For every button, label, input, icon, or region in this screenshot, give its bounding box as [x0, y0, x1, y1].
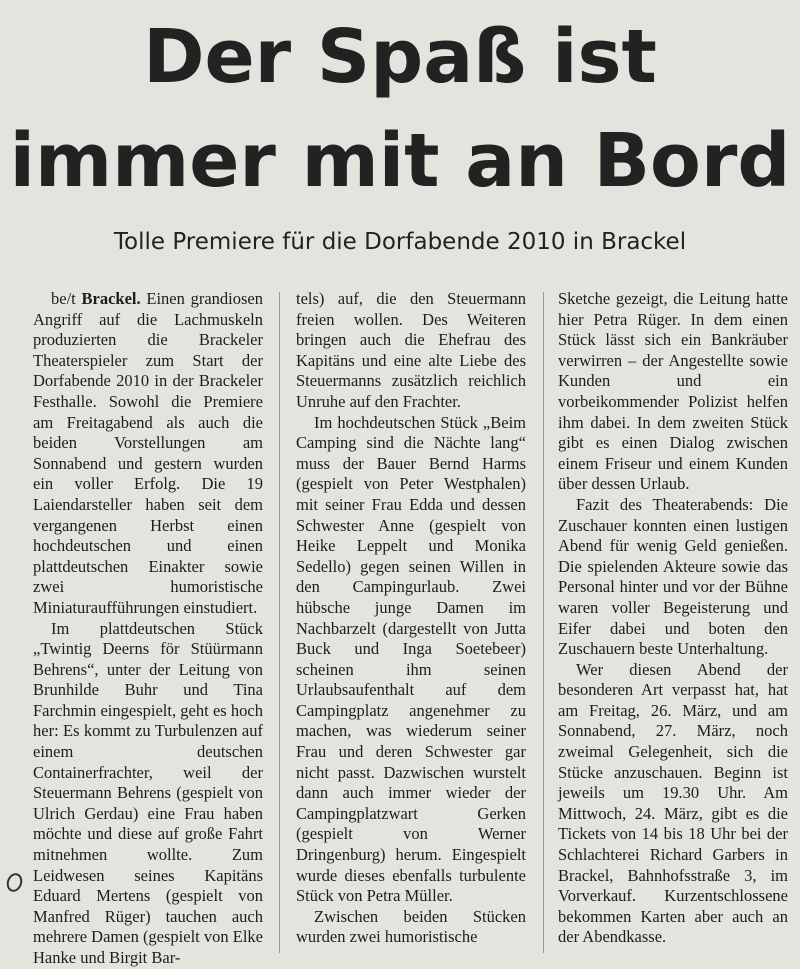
article-paragraph: Wer diesen Abend der besonderen Art verpasst hat, hat am Freitag, 26. März, und am Sonnabend, 27. März, noch zweimal Gelegenheit, sich die Stücke anzuschauen. Beginn ist jeweils um 19.30 Uhr. Am Mittwoch, 24. März, gibt es die Tickets von 14 bis 18 Uhr bei der Schlachterei Richard Garbers in Brackel, Bahnhofsstraße 3, im Vorverkauf. Kurzentschlossene bekommen Karten aber auch an der Abendkasse. [558, 659, 788, 947]
column-rule [543, 292, 544, 953]
pen-mark [4, 871, 25, 894]
article-paragraph [33, 289, 263, 619]
article-paragraph: Im hochdeutschen Stück „Beim Camping sind die Nächte lang“ muss der Bauer Bernd Harms (gespielt von Peter Westphalen) mit seiner Frau Edda und dessen Schwester Anne (gespielt von Heike Leppelt und Monika Sedello) gegen seinen Willen in den Campingurlaub. Zwei hübsche junge Damen im Nachbarzelt (dargestellt von Jutta Buck und Inga Soetebeer) scheinen ihm seinen Urlaubsaufenthalt auf dem Campingplatz angenehmer zu machen, was wiederum seiner Frau und deren Schwester gar nicht passt. Dazwischen wurstelt dann auch immer wieder der Campingplatzwart Gerken (gespielt von Werner Dringenburg) herum. Eingespielt wurde dieses ebenfalls turbulente Stück von Petra Müller. [296, 412, 526, 906]
article-paragraph: Im plattdeutschen Stück „Twintig Deerns för Stüürmann Behrens“, unter der Leitung von Brunhilde Buhr und Tina Farchmin eingespielt, geht es hoch her: Es kommt zu Turbulenzen auf einem deutschen Containerfrachter, weil der Steuermann Behrens (gespielt von Ulrich Gerdau) eine Frau haben möchte und diese auf große Fahrt mitnehmen wollte. Zum Leidwesen seines Kapitäns Eduard Mertens (gespielt von Manfred Rüger) tauchen auch mehrere Damen (gespielt von Elke Hanke und Birgit Bar- [33, 618, 263, 967]
headline-line-2: immer mit an Bord [9, 118, 791, 204]
article-column-1 [33, 289, 263, 969]
article-paragraph: Fazit des Theaterabends: Die Zuschauer konnten einen lustigen Abend für wenig Geld genießen. Die spielenden Akteure sowie das Personal hinter und vor der Bühne waren voller Begeisterung und Eifer dabei und boten den Zuschauern beste Unterhaltung. [558, 494, 788, 659]
subtitle: Tolle Premiere für die Dorfabende 2010 in Brackel [113, 229, 687, 255]
byline: be/t [51, 289, 76, 308]
article-paragraph: Zwischen beiden Stücken wurden zwei humoristische [296, 906, 526, 947]
article-paragraph: Sketche gezeigt, die Leitung hatte hier Petra Rüger. In dem einen Stück lässt sich ein Bankräuber verwirren – der Angestellte sowie Kunden und ein vorbeikommender Polizist helfen ihm dabei. In dem zweiten Stück gibt es einen Dialog zwischen einem Friseur und einem Kunden über dessen Urlaub. [558, 289, 788, 494]
article-column-3 [558, 289, 788, 948]
headline-line-1: Der Spaß ist [143, 14, 657, 100]
paragraph-text: Einen grandiosen Angriff auf die Lachmuskeln produzierten die Brackeler Theaterspieler zum Start der Dorfabende 2010 in der Brackeler Festhalle. Sowohl die Premiere am Freitagabend als auch die beiden Vorstellungen am Sonnabend und gestern wurden ein voller Erfolg. Die 19 Laiendarsteller haben seit dem vergangenen Herbst einen hochdeutschen und einen plattdeutschen Einakter sowie zwei humoristische Miniaturaufführungen einstudiert. [33, 289, 264, 617]
dateline: Brackel. [81, 289, 141, 308]
article-column-2 [296, 289, 526, 948]
column-rule [279, 292, 280, 953]
article-paragraph: tels) auf, die den Steuermann freien wollen. Des Weiteren bringen auch die Ehefrau des Kapitäns und eine alte Liebe des Steuermanns zusätzlich reichlich Unruhe auf den Frachter. [296, 289, 526, 411]
